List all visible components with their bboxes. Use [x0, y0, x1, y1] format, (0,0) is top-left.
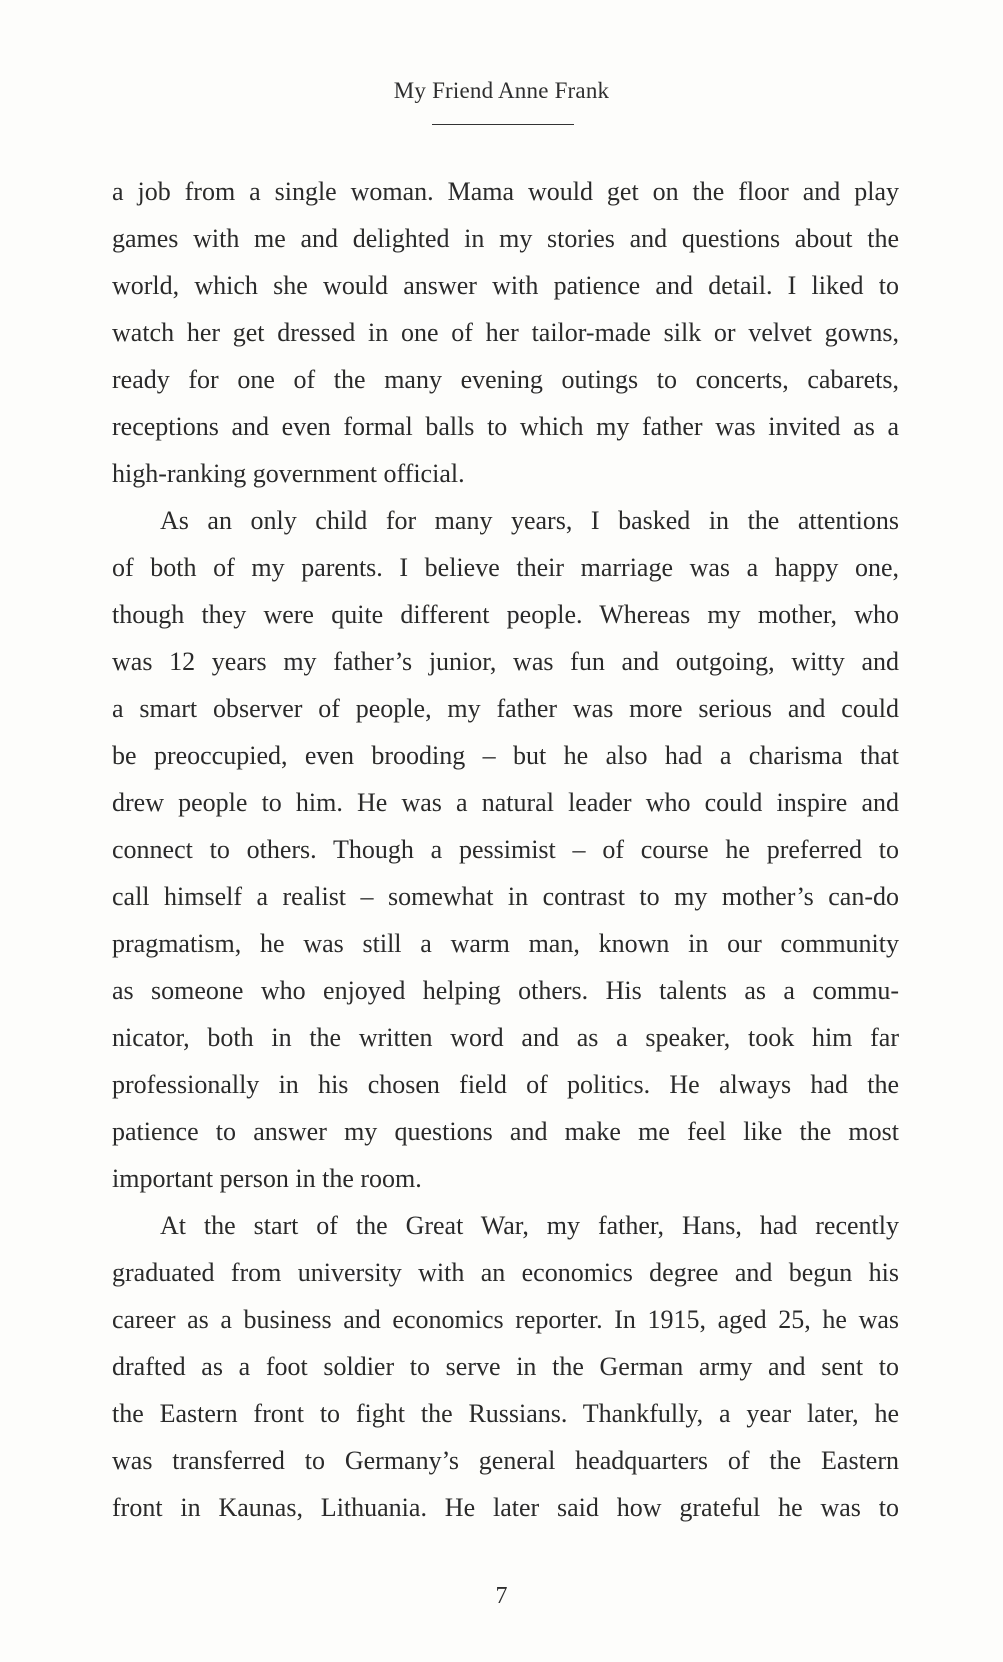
- text-line: At the start of the Great War, my father, Hans, had recently: [160, 1211, 899, 1240]
- text-line: was 12 years my father’s junior, was fun and outgoing, witty and: [112, 647, 899, 676]
- running-head-rule: [432, 124, 574, 125]
- text-line: games with me and delighted in my stories and questions about the: [112, 224, 899, 253]
- text-line: As an only child for many years, I basked in the attentions: [160, 506, 899, 535]
- text-line: of both of my parents. I believe their marriage was a happy one,: [112, 553, 899, 582]
- text-line: as someone who enjoyed helping others. His talents as a commu-: [112, 976, 899, 1005]
- text-line: a job from a single woman. Mama would get on the floor and play: [112, 177, 899, 206]
- text-line: a smart observer of people, my father was more serious and could: [112, 694, 899, 723]
- text-line: world, which she would answer with patience and detail. I liked to: [112, 271, 899, 300]
- text-line: patience to answer my questions and make me feel like the most: [112, 1117, 899, 1146]
- text-line: graduated from university with an economics degree and begun his: [112, 1258, 899, 1287]
- text-line: career as a business and economics reporter. In 1915, aged 25, he was: [112, 1305, 899, 1334]
- text-line: be preoccupied, even brooding – but he also had a charisma that: [112, 741, 899, 770]
- text-line: connect to others. Though a pessimist – of course he preferred to: [112, 835, 899, 864]
- text-line: was transferred to Germany’s general headquarters of the Eastern: [112, 1446, 899, 1475]
- text-line: call himself a realist – somewhat in contrast to my mother’s can-do: [112, 882, 899, 911]
- text-line: receptions and even formal balls to which my father was invited as a: [112, 412, 899, 441]
- text-line: the Eastern front to fight the Russians. Thankfully, a year later, he: [112, 1399, 899, 1428]
- text-line: important person in the room.: [112, 1164, 422, 1193]
- text-line: high-ranking government official.: [112, 459, 465, 488]
- page-number: 7: [495, 1583, 508, 1609]
- text-line: watch her get dressed in one of her tailor-made silk or velvet gowns,: [112, 318, 899, 347]
- text-line: though they were quite different people. Whereas my mother, who: [112, 600, 899, 629]
- text-line: front in Kaunas, Lithuania. He later said how grateful he was to: [112, 1493, 899, 1522]
- text-line: drafted as a foot soldier to serve in the German army and sent to: [112, 1352, 899, 1381]
- text-line: pragmatism, he was still a warm man, known in our community: [112, 929, 899, 958]
- text-line: nicator, both in the written word and as a speaker, took him far: [112, 1023, 899, 1052]
- text-line: drew people to him. He was a natural leader who could inspire and: [112, 788, 899, 817]
- body-text: [112, 168, 899, 1531]
- text-line: ready for one of the many evening outings to concerts, cabarets,: [112, 365, 899, 394]
- text-line: professionally in his chosen field of politics. He always had the: [112, 1070, 899, 1099]
- running-head: My Friend Anne Frank: [393, 78, 610, 103]
